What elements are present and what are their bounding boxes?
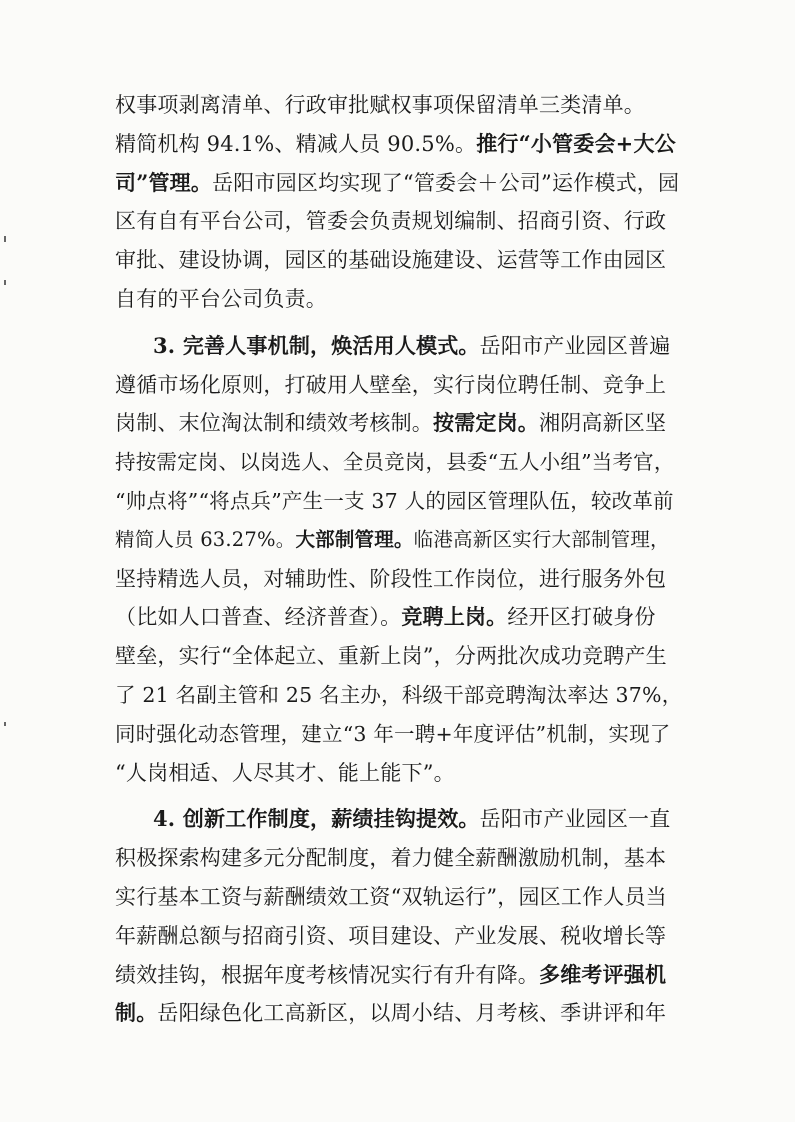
bold-heading-run: 大部制管理。 xyxy=(295,527,414,551)
text-line xyxy=(115,917,683,956)
text-line xyxy=(115,86,683,125)
text-run: 临港高新区实行大部制管理， xyxy=(413,527,670,551)
text-run: 岗制、末位淘汰制和绩效考核制。 xyxy=(115,411,433,436)
text-run: 岳阳市园区均实现了“管委会＋公司”运作模式，园 xyxy=(212,170,680,195)
text-run: 权事项剥离清单、行政审批赋权事项保留清单三类清单。 xyxy=(115,93,645,117)
text-line xyxy=(115,366,683,405)
section-heading: 4. 创新工作制度，薪绩挂钩提效。 xyxy=(153,806,480,832)
text-run: 经开区打破身份 xyxy=(507,605,656,630)
body-text xyxy=(115,86,683,1033)
scan-edge-mark xyxy=(4,722,6,726)
bold-heading-run: 多维考评强机 xyxy=(539,961,667,987)
text-run: 岳阳市产业园区一直 xyxy=(479,807,671,832)
bold-heading-run: 制。 xyxy=(115,1000,158,1026)
text-line xyxy=(115,521,683,560)
text-line xyxy=(115,956,683,995)
text-line xyxy=(115,202,683,241)
text-run: 岳阳绿色化工高新区，以周小结、月考核、季讲评和年 xyxy=(157,1001,667,1026)
text-run: 持按需定岗、以岗选人、全员竞岗，县委“五人小组”当考官， xyxy=(115,450,675,475)
text-run: 遵循市场化原则，打破用人壁垒，实行岗位聘任制、竞争上 xyxy=(115,372,667,397)
text-line xyxy=(115,443,683,482)
text-run: 了 21 名副主管和 25 名主办，科级干部竞聘淘汰率达 37%， xyxy=(115,682,683,707)
text-run: 坚持精选人员，对辅助性、阶段性工作岗位，进行服务外包 xyxy=(115,566,667,591)
text-line xyxy=(115,878,683,917)
scan-edge-mark xyxy=(4,236,6,242)
text-line xyxy=(115,241,683,280)
text-run: “人岗相适、人尽其才、能上能下”。 xyxy=(115,760,455,785)
text-line xyxy=(115,280,683,319)
text-line xyxy=(115,404,683,443)
text-run: 壁垒，实行“全体起立、重新上岗”，分两批次成功竞聘产生 xyxy=(115,644,667,669)
text-line xyxy=(115,482,683,521)
text-run: 积极探索构建多元分配制度，着力健全薪酬激励机制，基本 xyxy=(115,846,667,871)
text-line xyxy=(115,560,683,599)
bold-heading-run: 按需定岗。 xyxy=(433,410,539,436)
bold-heading-run: 推行“小管委会+大公 xyxy=(476,130,676,156)
text-run: 岳阳市产业园区普遍 xyxy=(479,333,671,358)
text-run: 精简机构 94.1%、精减人员 90.5%。 xyxy=(115,131,477,156)
text-run: “帅点将”“将点兵”产生一支 37 人的园区管理队伍，较改革前 xyxy=(115,488,674,513)
text-line xyxy=(115,676,683,715)
text-run: （比如人口普查、经济普查）。 xyxy=(115,605,402,630)
text-line xyxy=(115,754,683,793)
text-run: 绩效挂钩，根据年度考核情况实行有升有降。 xyxy=(115,962,539,987)
section-heading: 3. 完善人事机制，焕活用人模式。 xyxy=(153,332,480,358)
text-run: 精简人员 63.27%。 xyxy=(115,527,296,551)
text-line xyxy=(115,715,683,754)
text-run: 区有自有平台公司，管委会负责规划编制、招商引资、行政 xyxy=(115,209,667,234)
text-line xyxy=(115,598,683,637)
text-line xyxy=(115,839,683,878)
bold-heading-run: 司”管理。 xyxy=(115,169,213,195)
text-line xyxy=(115,994,683,1033)
text-run: 年薪酬总额与招商引资、项目建设、产业发展、税收增长等 xyxy=(115,923,667,948)
text-line xyxy=(115,637,683,676)
text-line xyxy=(115,125,683,164)
paragraph-start-line xyxy=(115,800,683,839)
text-run: 湘阴高新区坚 xyxy=(539,411,667,436)
text-run: 同时强化动态管理，建立“3 年一聘+年度评估”机制，实现了 xyxy=(115,721,671,746)
bold-heading-run: 竞聘上岗。 xyxy=(401,604,508,630)
scan-edge-mark xyxy=(4,280,6,285)
text-run: 审批、建设协调，园区的基础设施建设、运营等工作由园区 xyxy=(115,248,667,273)
text-line xyxy=(115,164,683,203)
text-run: 实行基本工资与薪酬绩效工资“双轨运行”，园区工作人员当 xyxy=(115,884,667,909)
paragraph-start-line xyxy=(115,327,683,366)
text-run: 自有的平台公司负责。 xyxy=(115,286,327,311)
